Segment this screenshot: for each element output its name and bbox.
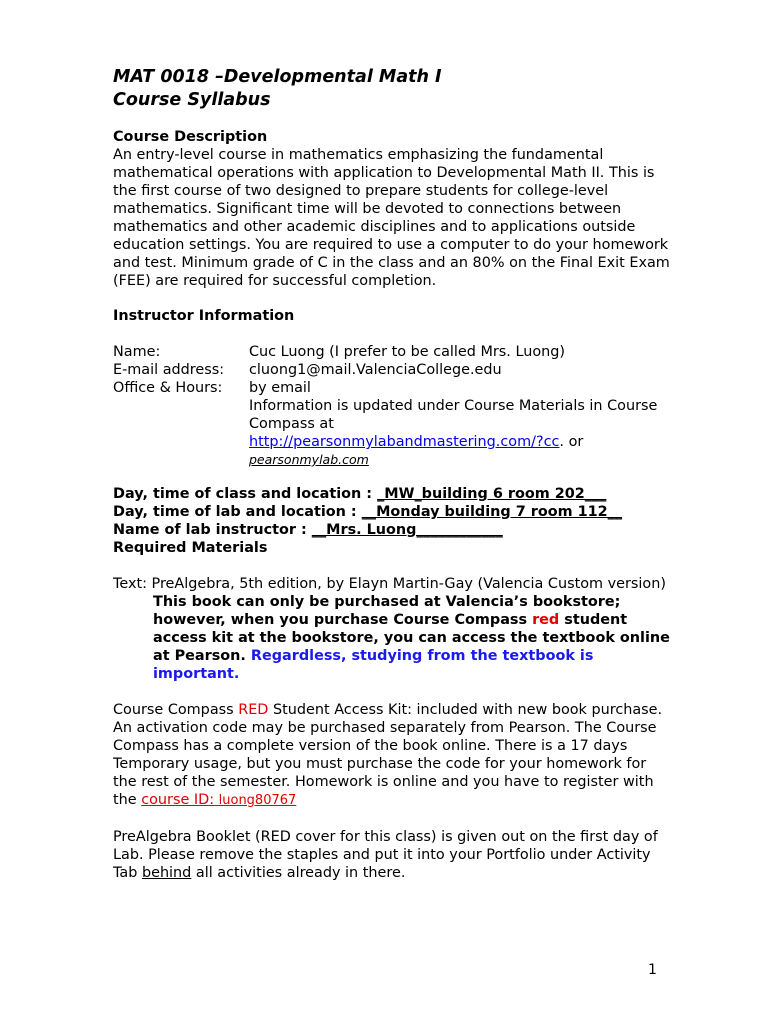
access-kit-part1: Course Compass — [113, 702, 234, 718]
lab-schedule-line — [113, 503, 673, 521]
class-schedule-line — [113, 485, 673, 503]
page-number: 1 — [648, 962, 657, 978]
title-line-1: MAT 0018 –Developmental Math I — [113, 67, 442, 87]
name-value: Cuc Luong (I prefer to be called Mrs. Luong) — [249, 344, 566, 360]
office-label: Office & Hours: — [113, 380, 223, 396]
access-kit-paragraph — [113, 701, 673, 810]
course-description-text: An entry-level course in mathematics emphasizing the fundamental mathematical operations with application to Developmental Math II. This is the first course of two designed to prepare students for college-level mathematics. Significant time will be devoted to connections between mathematics and other academic disciplines and to applications outside education settings. You are required to use a computer to do your homework and test. Minimum grade of C in the class and an 80% on the Final Exit Exam (FEE) are required for successful completion. — [113, 147, 670, 289]
access-kit-part2: Student Access Kit: included with new book purchase. An activation code may be purchased separately from Pearson. The Course Compass has a complete version of the book online. There is a 17 days Temporary usage, but you must purchase the code for your homework for the rest of the semester. Homework is online and you have to register with the — [113, 702, 663, 808]
instructor-name-row — [113, 343, 673, 361]
lab-instructor-value: __Mrs. Luong____________ — [311, 522, 503, 538]
booklet-paragraph — [113, 828, 673, 882]
instructor-email-row — [113, 361, 673, 379]
title-line-2: Course Syllabus — [113, 90, 271, 110]
textbook-note-blue: Regardless, studying from the textbook is important. — [153, 648, 594, 682]
instructor-table — [113, 343, 673, 469]
office-hours-value: by email — [249, 380, 311, 396]
pearsonmylab-link[interactable]: pearsonmylab.com — [249, 452, 369, 467]
document-title — [113, 66, 673, 112]
textbook-note-red: red — [532, 612, 560, 628]
office-value — [249, 379, 673, 469]
link-suffix: . or — [559, 434, 584, 450]
schedule-block — [113, 485, 673, 557]
course-id-link[interactable] — [141, 792, 296, 808]
course-description-heading: Course Description — [113, 129, 268, 145]
textbook-note-part1: This book can only be purchased at Valencia’s bookstore; however, when you purchase Course Compass — [153, 594, 621, 628]
textbook-text: Text: PreAlgebra, 5th edition, by Elayn Martin-Gay (Valencia Custom version) — [113, 576, 666, 592]
instructor-office-row — [113, 379, 673, 469]
instructor-heading: Instructor Information — [113, 308, 295, 324]
pearson-link[interactable]: http://pearsonmylabandmastering.com/?cc — [249, 434, 560, 450]
access-kit-red-word: RED — [238, 702, 269, 718]
booklet-behind: behind — [141, 865, 192, 881]
booklet-part1: PreAlgebra Booklet (RED cover for this class) is given out on the first day of Lab. Please remove the staples and put it into your Portfolio under Activity Tab — [113, 829, 658, 881]
email-label: E-mail address: — [113, 362, 225, 378]
required-materials-heading: Required Materials — [113, 540, 268, 556]
booklet-part2: all activities already in there. — [195, 865, 406, 881]
email-value: cluong1@mail.ValenciaCollege.edu — [249, 362, 502, 378]
lab-instructor-line — [113, 521, 673, 539]
class-schedule-value: _MW_building 6 room 202___ — [377, 486, 607, 502]
lab-schedule-value: __Monday building 7 room 112__ — [361, 504, 623, 520]
course-id-value: luong80767 — [218, 793, 297, 808]
lab-instructor-label: Name of lab instructor : — [113, 522, 307, 538]
textbook-note-part2: student access kit at the bookstore, you can access the textbook online at Pearson. — [153, 612, 670, 664]
course-id-label: course ID: — [141, 792, 215, 808]
textbook-note — [153, 593, 673, 683]
lab-schedule-label: Day, time of lab and location : — [113, 504, 357, 520]
syllabus-page — [113, 66, 673, 882]
class-schedule-label: Day, time of class and location : — [113, 486, 373, 502]
name-label: Name: — [113, 344, 161, 360]
info-text: Information is updated under Course Materials in Course Compass at — [249, 398, 658, 432]
